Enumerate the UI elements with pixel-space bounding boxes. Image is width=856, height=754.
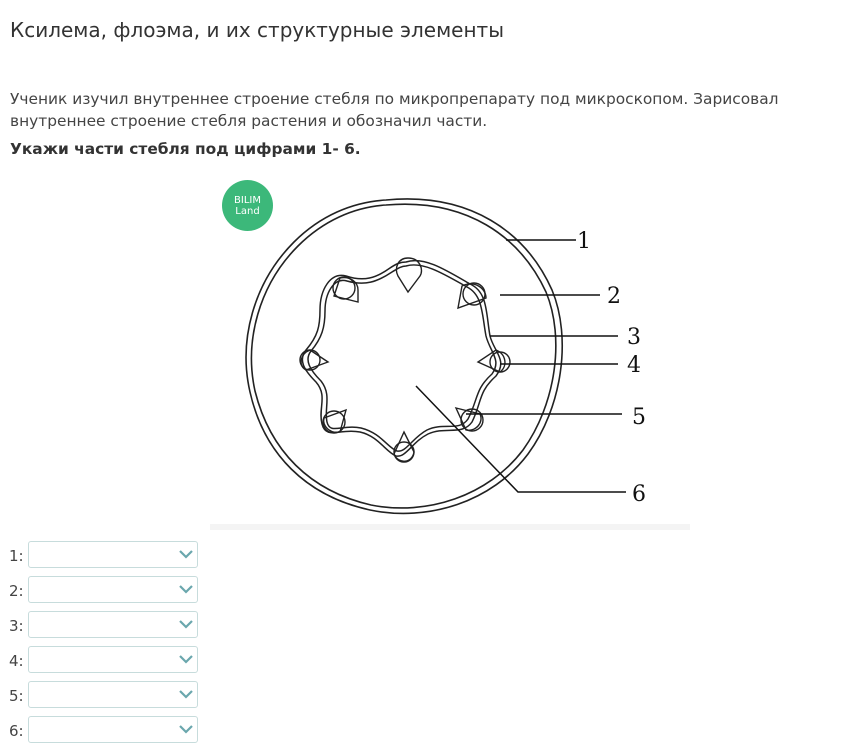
logo-line-2: Land: [235, 205, 260, 217]
task-instruction: Укажи части стебля под цифрами 1- 6.: [10, 140, 361, 158]
answer-row: [9, 716, 209, 744]
answer-label: 2:: [9, 582, 24, 600]
answer-row: [9, 681, 209, 709]
chevron-down-icon: [179, 653, 193, 665]
answer-label: 4:: [9, 652, 24, 670]
figure-label-2: 2: [607, 284, 621, 309]
vascular-bundles: [300, 258, 510, 462]
figure-label-5: 5: [632, 405, 646, 430]
chevron-down-icon: [179, 548, 193, 560]
answer-row: [9, 541, 209, 569]
chevron-down-icon: [179, 618, 193, 630]
stem-cross-section-figure: [210, 170, 690, 532]
stem-outer-ring: [246, 199, 562, 513]
answer-select-5[interactable]: [28, 681, 198, 708]
leader-lines: [416, 240, 626, 492]
chevron-down-icon: [179, 723, 193, 735]
figure-label-4: 4: [627, 353, 641, 378]
answer-row: [9, 576, 209, 604]
stem-inner-ring: [302, 261, 500, 457]
answer-select-1[interactable]: [28, 541, 198, 568]
answer-select-6[interactable]: [28, 716, 198, 743]
figure-label-1: 1: [577, 229, 591, 254]
logo-line-1: BILIM: [234, 194, 261, 206]
answer-select-3[interactable]: [28, 611, 198, 638]
answer-label: 5:: [9, 687, 24, 705]
answer-row: [9, 611, 209, 639]
chevron-down-icon: [179, 688, 193, 700]
figure-label-3: 3: [627, 325, 641, 350]
page-title: Ксилема, флоэма, и их структурные элементы: [10, 18, 504, 42]
answer-label: 1:: [9, 547, 24, 565]
task-description: Ученик изучил внутреннее строение стебля по микропрепарату под микроскопом. Зарисовал внутреннее строение стебля растения и обозначил части.: [10, 90, 779, 130]
figure-label-6: 6: [632, 482, 646, 507]
bilimland-logo: [222, 180, 273, 231]
answer-select-2[interactable]: [28, 576, 198, 603]
answer-label: 6:: [9, 722, 24, 740]
answer-select-4[interactable]: [28, 646, 198, 673]
chevron-down-icon: [179, 583, 193, 595]
answer-row: [9, 646, 209, 674]
answer-label: 3:: [9, 617, 24, 635]
